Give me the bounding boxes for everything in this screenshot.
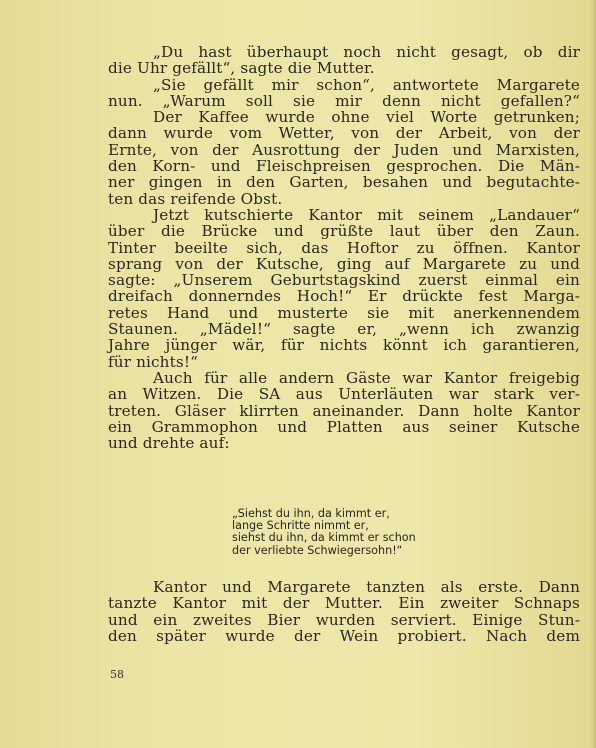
text-line: „Sie gefällt mir schon“, antwortete Margarete xyxy=(153,75,580,94)
text-line: den später wurde der Wein probiert. Nach dem xyxy=(108,626,580,645)
text-line: nun. „Warum soll sie mir denn nicht gefallen?“ xyxy=(108,91,580,110)
text-line: treten. Gläser klirrten aneinander. Dann holte Kantor xyxy=(108,401,580,420)
text-line: sprang von der Kutsche, ging auf Margarete zu und xyxy=(108,254,580,273)
paragraph-3 xyxy=(108,109,580,207)
main-text xyxy=(108,44,580,451)
paragraph-4 xyxy=(108,207,580,370)
text-line: die Uhr gefällt“, sagte die Mutter. xyxy=(108,59,375,78)
text-line: Ernte, von der Ausrottung der Juden und Marxisten, xyxy=(108,140,580,159)
text-line: Kantor und Margarete tanzten als erste. Dann xyxy=(153,578,580,596)
page-edge-shadow xyxy=(590,0,596,748)
text-line: an Witzen. Die SA aus Unterläuten war stark ver- xyxy=(108,385,580,404)
page-number: 58 xyxy=(110,668,124,681)
lyric-line: „Siehst du ihn, da kimmt er, xyxy=(232,507,390,520)
paragraph-5 xyxy=(108,370,580,451)
song-lyrics xyxy=(232,508,532,557)
paragraph-1 xyxy=(108,44,580,77)
lyric-line: lange Schritte nimmt er, xyxy=(232,519,369,533)
closing-paragraph xyxy=(108,579,580,644)
text-line: retes Hand und musterte sie mit anerkennendem xyxy=(108,303,580,322)
text-line: dreifach donnerndes Hoch!“ Er drückte fest Marga- xyxy=(108,287,580,306)
text-line: Tinter beeilte sich, das Hoftor zu öffnen. Kantor xyxy=(108,238,580,257)
lyric-line: der verliebte Schwiegersohn!“ xyxy=(232,543,403,557)
text-line: Der Kaffee wurde ohne viel Worte getrunken; xyxy=(153,108,580,127)
text-line: Jetzt kutschierte Kantor mit seinem „Landauer“ xyxy=(153,205,580,224)
lyric-line: siehst du ihn, da kimmt er schon xyxy=(232,531,416,545)
text-line: und drehte auf: xyxy=(108,434,230,453)
text-line: Jahre jünger wär, für nichts könnt ich garantieren, xyxy=(108,336,580,355)
text-line: über die Brücke und grüßte laut über den Zaun. xyxy=(108,222,580,241)
text-line: den Korn- und Fleischpreisen gesprochen. Die Män- xyxy=(108,157,580,176)
text-line: Auch für alle andern Gäste war Kantor freigebig xyxy=(153,368,580,387)
text-line: ein Grammophon und Platten aus seiner Kutsche xyxy=(108,417,580,436)
text-line: „Du hast überhaupt noch nicht gesagt, ob dir xyxy=(153,43,580,61)
text-line: für nichts!“ xyxy=(108,352,198,371)
text-line: ner gingen in den Garten, besahen und begutachte- xyxy=(108,173,580,192)
text-line: ten das reifende Obst. xyxy=(108,189,283,208)
paragraph-2 xyxy=(108,77,580,110)
text-line: tanzte Kantor mit der Mutter. Ein zweiter Schnaps xyxy=(108,594,580,613)
text-line: Staunen. „Mädel!“ sagte er, „wenn ich zwanzig xyxy=(108,320,580,339)
text-line: und ein zweites Bier wurden serviert. Einige Stun- xyxy=(108,610,580,629)
text-line: dann wurde vom Wetter, von der Arbeit, von der xyxy=(108,124,580,143)
text-line: sagte: „Unserem Geburtstagskind zuerst einmal ein xyxy=(108,271,580,290)
